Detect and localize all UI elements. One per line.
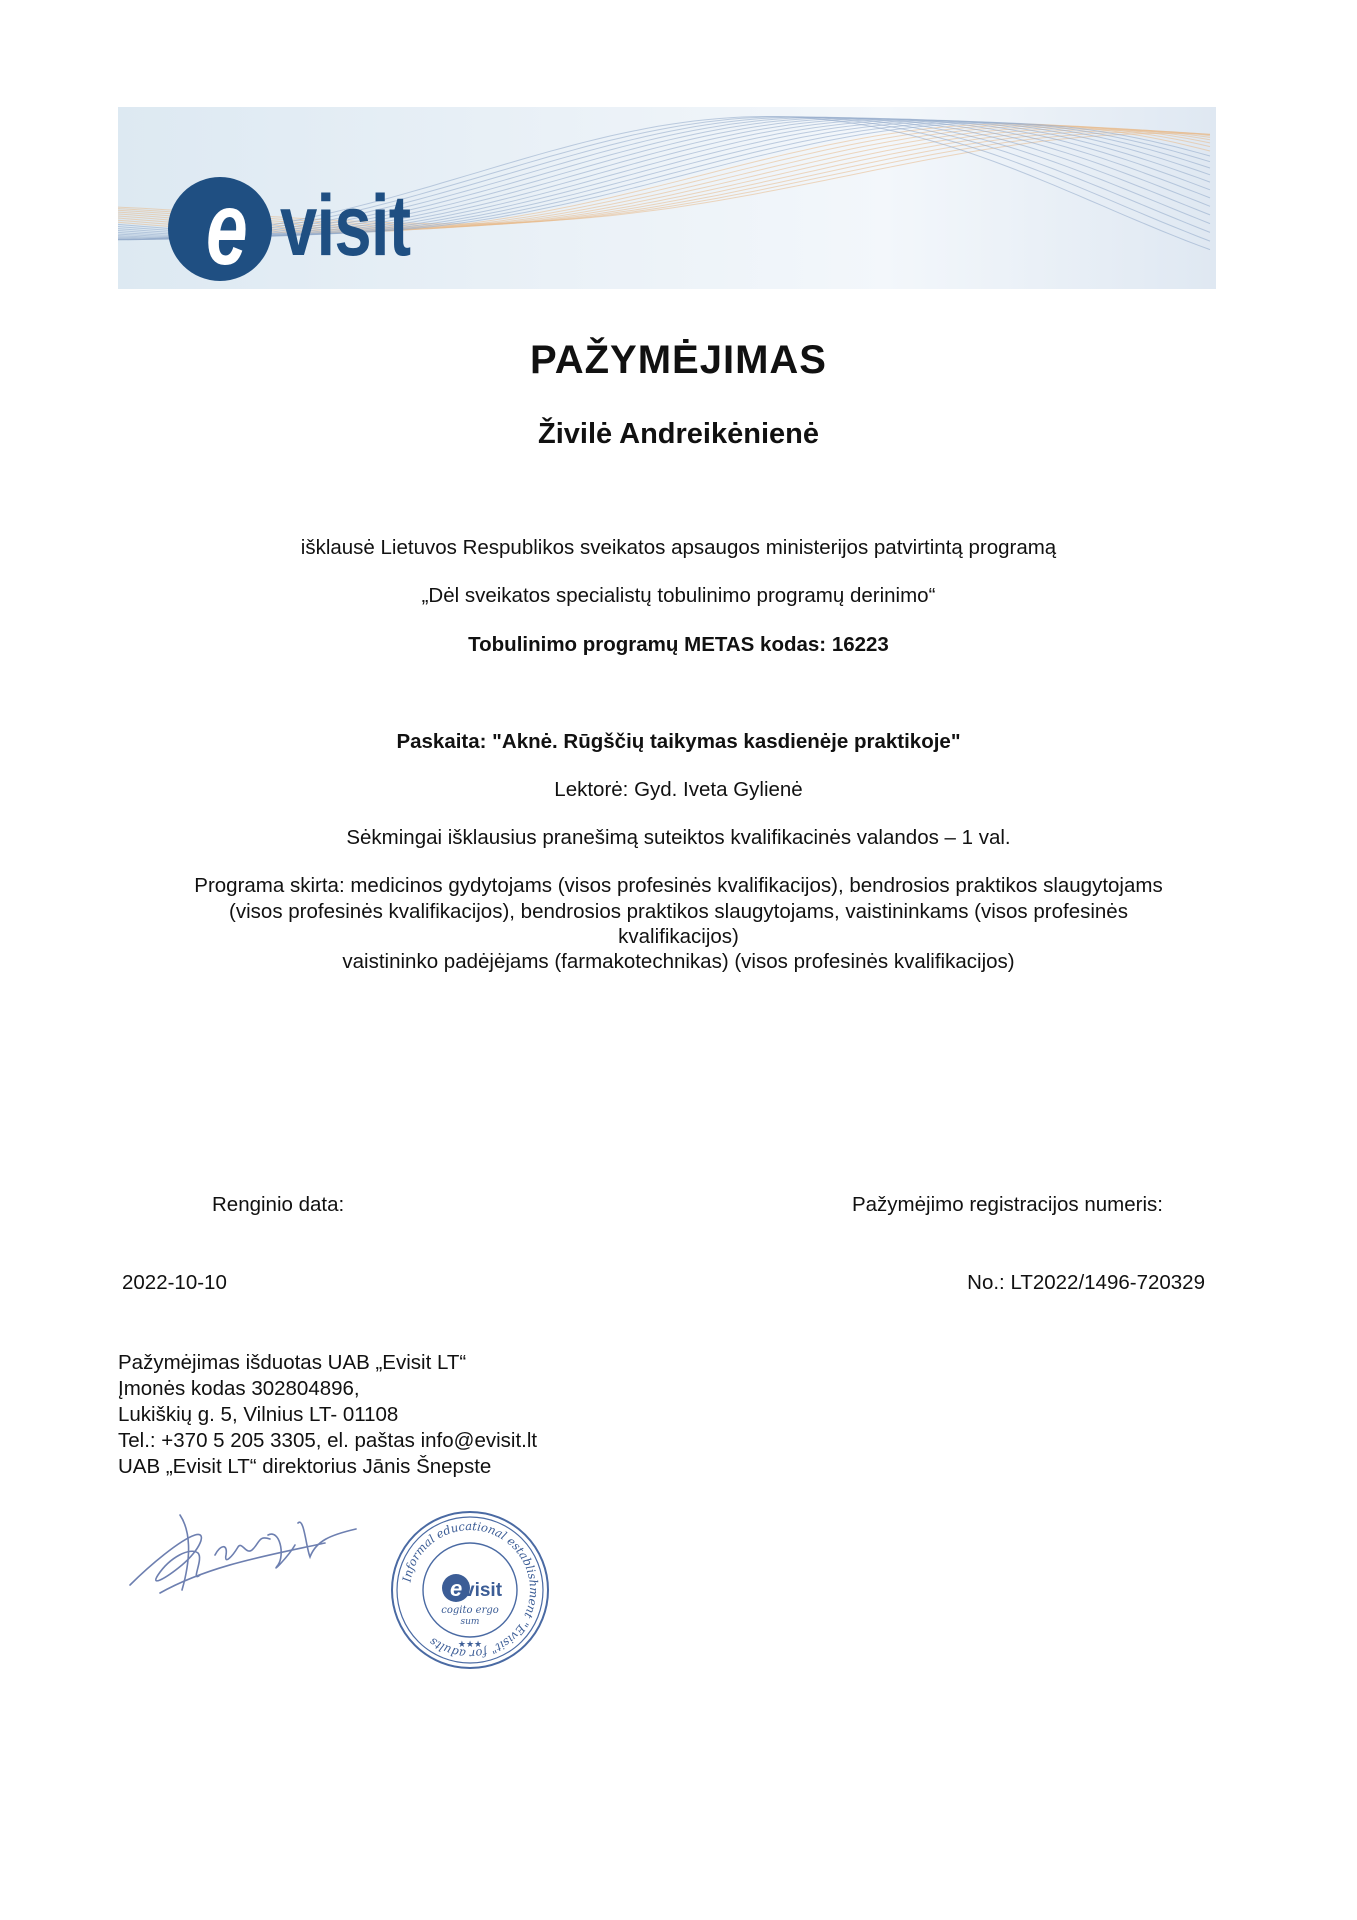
- recipient-name: Živilė Andreikėnienė: [538, 418, 819, 450]
- event-date-label: Renginio data:: [212, 1193, 345, 1216]
- svg-text:★★★: ★★★: [457, 1640, 483, 1650]
- stamp-ring-text: Informal educational establishment "Evisit" for adults: [399, 1518, 542, 1662]
- certificate-title: PAŽYMĖJIMAS: [530, 338, 827, 382]
- audience-line: vaistininko padėjėjams (farmakotechnikas) (visos profesinės kvalifikacijos): [342, 950, 1015, 973]
- evisit-logo: [168, 171, 428, 287]
- svg-text:e: e: [450, 1576, 463, 1601]
- registration-number: No.: LT2022/1496-720329: [967, 1271, 1205, 1294]
- audience-line: (visos profesinės kvalifikacijos), bendrosios praktikos slaugytojams, vaistininkams (visos profesinės: [229, 900, 1128, 923]
- audience-line: Programa skirta: medicinos gydytojams (visos profesinės kvalifikacijos), bendrosios praktikos slaugytojams: [194, 874, 1163, 897]
- completion-statement: išklausė Lietuvos Respublikos sveikatos apsaugos ministerijos patvirtintą programą: [300, 536, 1057, 559]
- issuer-line: Įmonės kodas 302804896,: [118, 1377, 360, 1400]
- svg-text:cogito ergo: cogito ergo: [441, 1605, 499, 1616]
- registration-label: Pažymėjimo registracijos numeris:: [851, 1193, 1163, 1216]
- lecturer: Lektorė: Gyd. Iveta Gylienė: [554, 778, 803, 801]
- qualification-hours: Sėkmingai išklausius pranešimą suteiktos kvalifikacinės valandos – 1 val.: [346, 826, 1011, 849]
- lecture-title: Paskaita: "Aknė. Rūgščių taikymas kasdienėje praktikoje": [396, 730, 961, 753]
- logo-wordmark: visit: [280, 178, 411, 274]
- metas-code: Tobulinimo programų METAS kodas: 16223: [468, 633, 889, 656]
- issuer-line: Lukiškių g. 5, Vilnius LT- 01108: [118, 1403, 399, 1426]
- issuer-info: [118, 1350, 537, 1480]
- svg-text:visit: visit: [464, 1580, 503, 1601]
- event-date-value: 2022-10-10: [122, 1271, 227, 1294]
- issuer-line: UAB „Evisit LT“ direktorius Jānis Šnepste: [118, 1455, 492, 1478]
- program-title: „Dėl sveikatos specialistų tobulinimo programų derinimo“: [421, 584, 936, 607]
- target-audience: [0, 873, 1357, 975]
- svg-text:sum: sum: [460, 1617, 480, 1627]
- audience-line: kvalifikacijos): [618, 925, 739, 948]
- issuer-line: Tel.: +370 5 205 3305, el. paštas info@evisit.lt: [118, 1429, 538, 1452]
- logo-e-letter: e: [206, 171, 248, 287]
- director-signature: [120, 1495, 370, 1605]
- issuer-line: Pažymėjimas išduotas UAB „Evisit LT“: [118, 1351, 467, 1374]
- official-stamp: [390, 1510, 550, 1670]
